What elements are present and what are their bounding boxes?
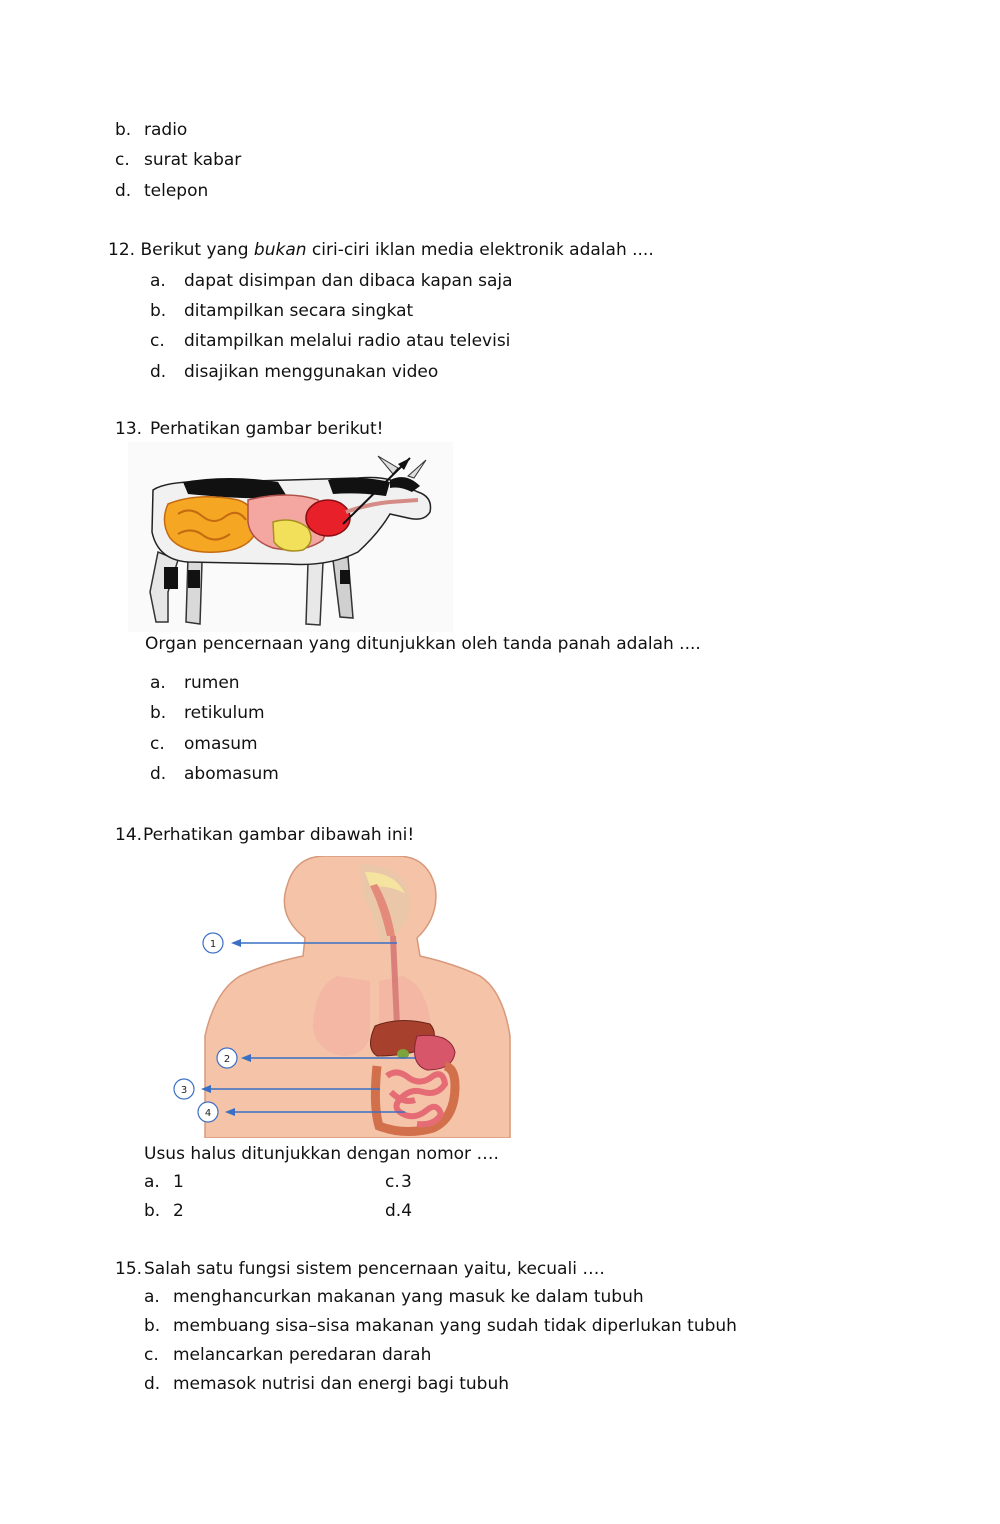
q13-option-a: a. rumen [150, 673, 240, 693]
option-d: d. telepon [115, 181, 209, 201]
q13-option-c: c. omasum [150, 734, 258, 754]
q14-option-c: c.3 [385, 1172, 412, 1192]
q12-option-c: c. ditampilkan melalui radio atau televisi [150, 331, 511, 351]
q15-option-b: b. membuang sisa–sisa makanan yang sudah tidak diperlukan tubuh [144, 1316, 737, 1336]
marker-2-label: 2 [223, 1054, 231, 1065]
q12-option-b: b. ditampilkan secara singkat [150, 301, 414, 321]
q15-option-c: c. melancarkan peredaran darah [144, 1345, 432, 1365]
cow-digestion-image [128, 442, 453, 632]
q12-option-a: a. dapat disimpan dan dibaca kapan saja [150, 271, 513, 291]
q15-option-a: a. menghancurkan makanan yang masuk ke dalam tubuh [144, 1287, 644, 1307]
q14-option-a: a. 1 [144, 1172, 184, 1192]
marker-3-label: 3 [180, 1085, 188, 1096]
question-13: 13. Perhatikan gambar berikut! [115, 419, 384, 439]
question-12: 12. Berikut yang bukan ciri-ciri iklan media elektronik adalah .... [108, 240, 654, 260]
question-14: 14.Perhatikan gambar dibawah ini! [115, 825, 415, 845]
q15-option-d: d. memasok nutrisi dan energi bagi tubuh [144, 1374, 510, 1394]
q14-option-d: d.4 [385, 1201, 413, 1221]
question-15: 15. Salah satu fungsi sistem pencernaan yaitu, kecuali …. [115, 1259, 605, 1279]
q14-option-b: b. 2 [144, 1201, 184, 1221]
q13-option-d: d. abomasum [150, 764, 279, 784]
option-c: c. surat kabar [115, 150, 242, 170]
q12-option-d: d. disajikan menggunakan video [150, 362, 439, 382]
q13-option-b: b. retikulum [150, 703, 265, 723]
q14-question-text: Usus halus ditunjukkan dengan nomor …. [144, 1144, 499, 1164]
marker-4-label: 4 [204, 1108, 212, 1119]
q13-question-text: Organ pencernaan yang ditunjukkan oleh tanda panah adalah .... [145, 634, 701, 654]
human-digestive-system-image [165, 856, 520, 1138]
marker-1-label: 1 [209, 939, 217, 950]
option-b: b. radio [115, 120, 188, 140]
